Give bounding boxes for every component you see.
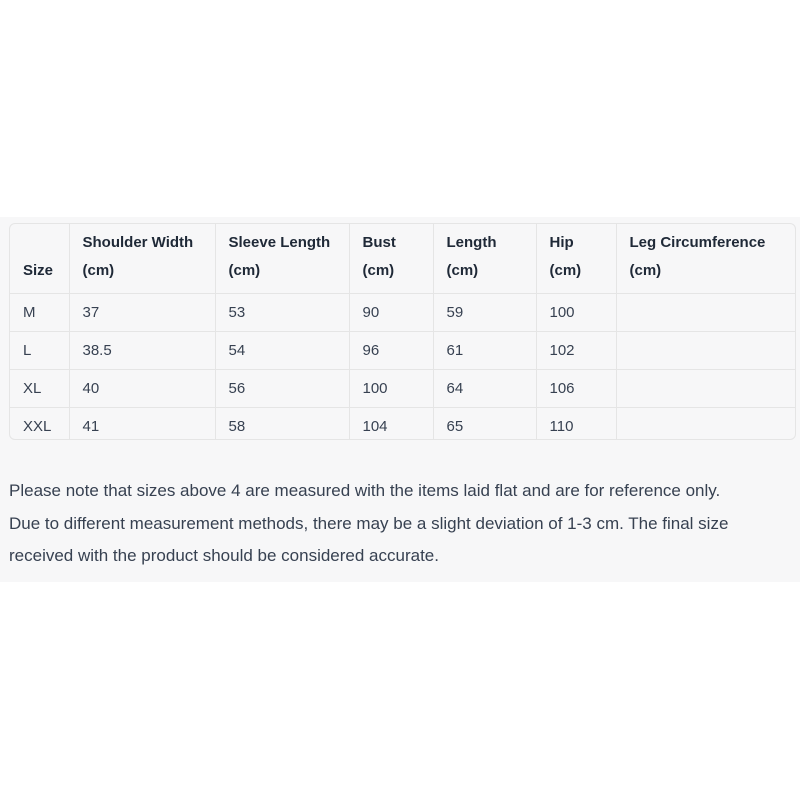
table-cell bbox=[616, 408, 795, 441]
note-line-3: received with the product should be considered accurate. bbox=[9, 546, 439, 565]
table-cell: 104 bbox=[349, 408, 433, 441]
table-cell: 65 bbox=[433, 408, 536, 441]
table-cell: 61 bbox=[433, 332, 536, 370]
table-cell: 110 bbox=[536, 408, 616, 441]
content-panel bbox=[0, 217, 800, 582]
size-chart-table bbox=[9, 223, 796, 440]
table-cell: 96 bbox=[349, 332, 433, 370]
column-header bbox=[10, 224, 69, 294]
table-cell: 40 bbox=[69, 370, 215, 408]
column-header-label bbox=[23, 229, 69, 257]
table-cell: 90 bbox=[349, 294, 433, 332]
table-cell: 100 bbox=[536, 294, 616, 332]
table-header-row bbox=[10, 224, 795, 294]
table-cell: 64 bbox=[433, 370, 536, 408]
column-header-label: Shoulder Width bbox=[82, 234, 194, 251]
table-cell: 58 bbox=[215, 408, 349, 441]
table-cell: 38.5 bbox=[69, 332, 215, 370]
table-cell bbox=[616, 294, 795, 332]
column-header-label: Bust bbox=[362, 234, 396, 251]
column-header bbox=[349, 224, 433, 294]
column-header-unit: (cm) bbox=[228, 262, 261, 279]
table-row bbox=[10, 370, 795, 408]
table-body bbox=[10, 294, 795, 441]
table-cell bbox=[616, 370, 795, 408]
table-row bbox=[10, 408, 795, 441]
column-header-label: Hip bbox=[549, 234, 574, 251]
table-cell: 53 bbox=[215, 294, 349, 332]
table-cell: 59 bbox=[433, 294, 536, 332]
table-cell: 41 bbox=[69, 408, 215, 441]
table-cell bbox=[616, 332, 795, 370]
note-line-2: Due to different measurement methods, there may be a slight deviation of 1-3 cm. The final size bbox=[9, 513, 729, 533]
table-cell: XXL bbox=[10, 408, 69, 441]
table-cell: 102 bbox=[536, 332, 616, 370]
column-header bbox=[215, 224, 349, 294]
table-cell: 56 bbox=[215, 370, 349, 408]
table-row bbox=[10, 332, 795, 370]
table-cell: 37 bbox=[69, 294, 215, 332]
column-header-label: Sleeve Length bbox=[228, 234, 331, 251]
column-header-unit: (cm) bbox=[446, 262, 479, 279]
column-header-unit: (cm) bbox=[629, 262, 662, 279]
table-cell: 100 bbox=[349, 370, 433, 408]
measurement-note bbox=[9, 475, 794, 573]
table-cell: 54 bbox=[215, 332, 349, 370]
column-header-unit: (cm) bbox=[362, 262, 395, 279]
table-cell: XL bbox=[10, 370, 69, 408]
column-header-label: Leg Circumference bbox=[629, 234, 766, 251]
column-header-unit: (cm) bbox=[82, 262, 115, 279]
note-line-1: Please note that sizes above 4 are measured with the items laid flat and are for reference only. bbox=[9, 481, 721, 500]
column-header-label: Length bbox=[446, 234, 497, 251]
table-cell: 106 bbox=[536, 370, 616, 408]
column-header-unit: (cm) bbox=[549, 262, 582, 279]
column-header bbox=[69, 224, 215, 294]
column-header bbox=[433, 224, 536, 294]
table-cell: L bbox=[10, 332, 69, 370]
column-header bbox=[616, 224, 795, 294]
table-cell: M bbox=[10, 294, 69, 332]
column-header-unit: Size bbox=[23, 262, 54, 279]
table-row bbox=[10, 294, 795, 332]
column-header bbox=[536, 224, 616, 294]
